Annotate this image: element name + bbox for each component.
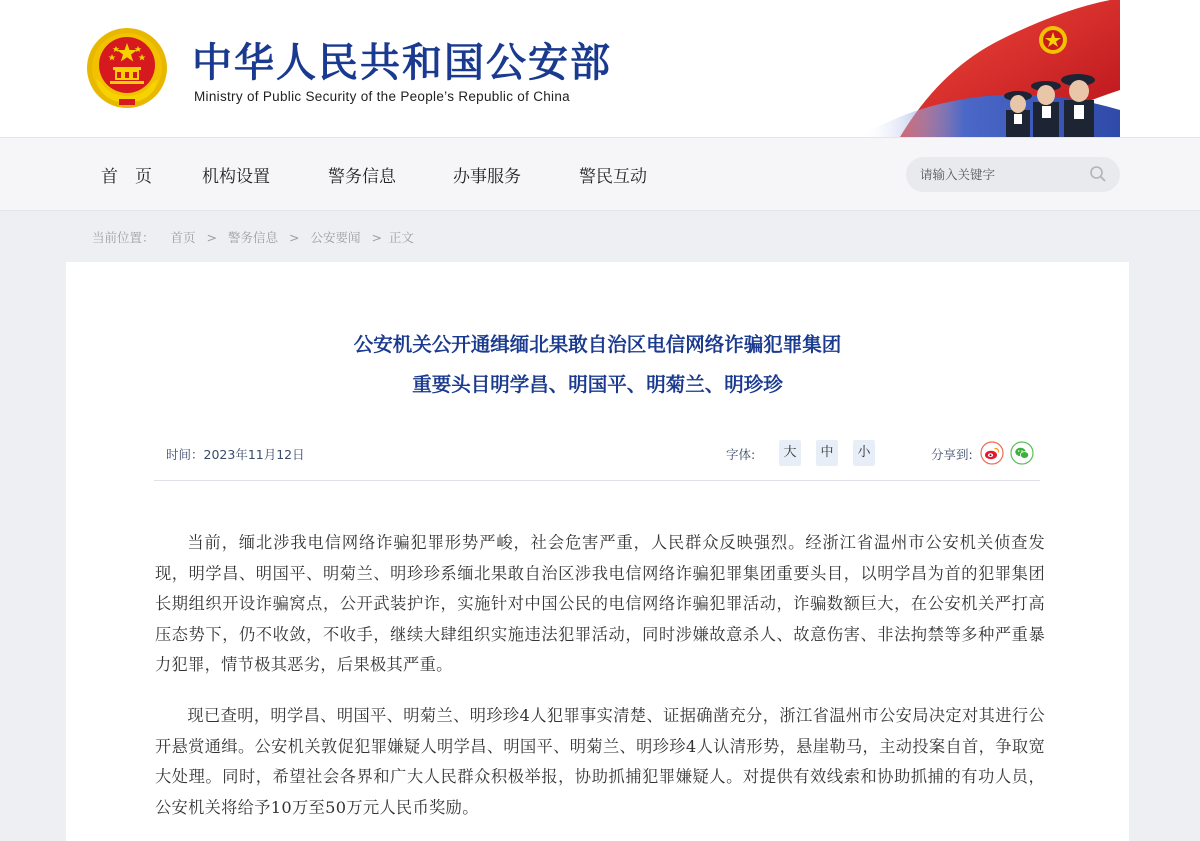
- breadcrumb-separator: >: [371, 230, 382, 245]
- article-date: [166, 445, 305, 463]
- search-icon[interactable]: [1088, 164, 1108, 184]
- site-title-english: Ministry of Public Security of the People’s Republic of China: [194, 89, 570, 104]
- font-size-small-button[interactable]: 小: [853, 440, 875, 466]
- nav-item-police-info[interactable]: 警务信息: [328, 167, 396, 187]
- site-header: [0, 0, 1200, 137]
- font-size-medium-button[interactable]: 中: [816, 440, 838, 466]
- search-input[interactable]: [920, 157, 1080, 192]
- date-label: 时间：: [166, 447, 204, 462]
- share-label: 分享到:: [931, 447, 973, 462]
- nav-item-services[interactable]: 办事服务: [453, 167, 521, 187]
- article-divider: [154, 480, 1040, 481]
- main-nav: [0, 137, 1200, 211]
- breadcrumb-prefix: 当前位置：: [92, 230, 155, 245]
- font-size-label: 字体:: [726, 447, 756, 462]
- article-paragraph-1: 当前，缅北涉我电信网络诈骗犯罪形势严峻，社会危害严重，人民群众反映强烈。经浙江省温州市公安机关侦查发现，明学昌、明国平、明菊兰、明珍珍系缅北果敢自治区涉我电信网络诈骗犯罪集团重要头目，以明学昌为首的犯罪集团长期组织开设诈骗窝点，公开武装护诈，实施针对中国公民的电信网络诈骗犯罪活动，诈骗数额巨大，在公安机关严打高压态势下，仍不收敛，不收手，继续大肆组织实施违法犯罪活动，同时涉嫌故意杀人、故意伤害、非法拘禁等多种严重暴力犯罪，情节极其恶劣，后果极其严重。: [155, 533, 1045, 674]
- breadcrumb-item-current: 正文: [388, 230, 414, 245]
- nav-item-organization[interactable]: 机构设置: [202, 167, 270, 187]
- search-box: [906, 157, 1120, 192]
- date-value: 2023年11月12日: [203, 447, 305, 462]
- font-size-large-button[interactable]: 大: [779, 440, 801, 466]
- breadcrumb-item-police-info[interactable]: 警务信息: [227, 230, 278, 245]
- breadcrumb-separator: >: [288, 230, 300, 245]
- weibo-icon[interactable]: [980, 441, 1004, 465]
- article-title-line-2: 重要头目明学昌、明国平、明菊兰、明珍珍: [412, 373, 783, 396]
- article-card: [66, 262, 1129, 841]
- nav-item-home[interactable]: 首 页: [101, 167, 152, 187]
- police-flag-banner-image: [860, 0, 1120, 137]
- breadcrumb: [92, 228, 414, 246]
- breadcrumb-item-home[interactable]: 首页: [170, 230, 196, 245]
- nav-item-interaction[interactable]: 警民互动: [579, 167, 647, 187]
- article-title-line-1: 公安机关公开通缉缅北果敢自治区电信网络诈骗犯罪集团: [353, 333, 842, 356]
- article-paragraph-2: 现已查明，明学昌、明国平、明菊兰、明珍珍4人犯罪事实清楚、证据确凿充分，浙江省温州市公安局决定对其进行公开悬赏通缉。公安机关敦促犯罪嫌疑人明学昌、明国平、明菊兰、明珍珍4人认清形势，悬崖勒马，主动投案自首，争取宽大处理。同时，希望社会各界和广大人民群众积极举报，协助抓捕犯罪嫌疑人。对提供有效线索和协助抓捕的有功人员，公安机关将给予10万至50万元人民币奖励。: [155, 706, 1045, 817]
- breadcrumb-item-news[interactable]: 公安要闻: [310, 230, 361, 245]
- site-title-chinese[interactable]: 中华人民共和国公安部: [192, 40, 612, 86]
- wechat-icon[interactable]: [1010, 441, 1034, 465]
- national-emblem-icon[interactable]: [86, 27, 168, 109]
- breadcrumb-separator: >: [206, 230, 217, 245]
